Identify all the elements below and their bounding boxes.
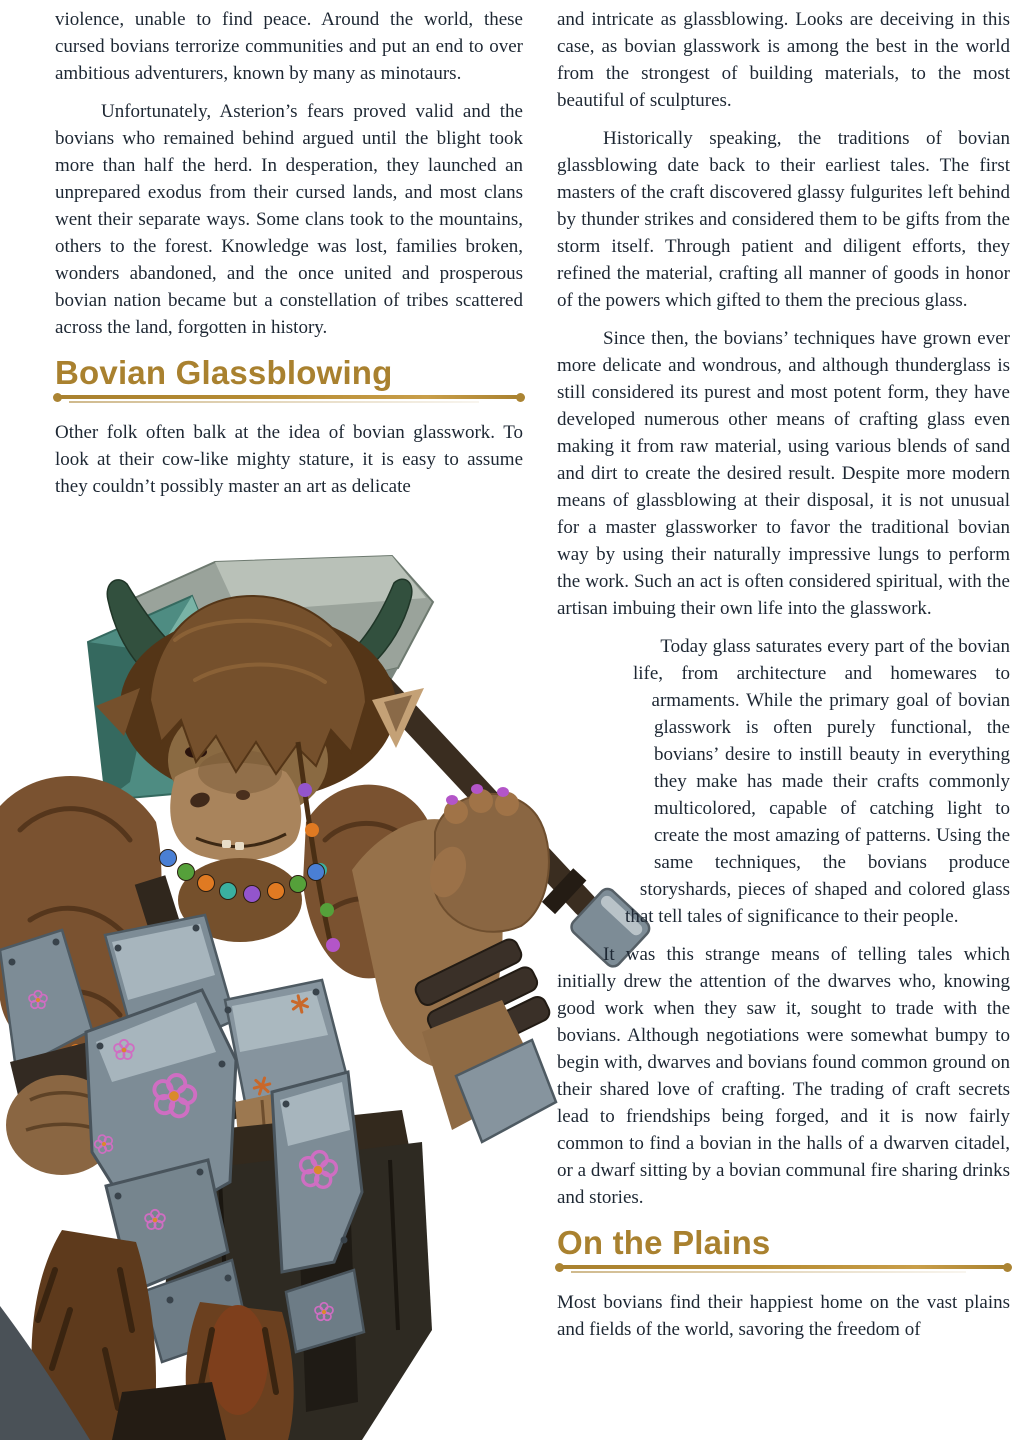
paragraph-other-folk: Other folk often balk at the idea of bovian glasswork. To look at their cow-like mighty stature, it is easy to assume they couldn’t possibly master an art as delicate xyxy=(55,422,523,497)
heading-rule xyxy=(55,395,523,404)
paragraph-today-glass-text: Today glass saturates every part of the bovian life, from architecture and homewares to armaments. While the primary goal of bovian glasswork is often purely functional, the bovians’ desire to instill beauty in everything they make has made their crafts commonly multicolored, capable of catching light to create the most amazing of patterns. Using the same techniques, the bovians produce storyshards, pieces of shaped and colored glass that tell tales of significance to their people. xyxy=(625,636,1010,927)
section-heading-bovian-glassblowing: Bovian Glassblowing xyxy=(55,354,393,391)
rule-dot-right xyxy=(1003,1263,1012,1272)
paragraph-minotaurs: violence, unable to find peace. Around the world, these cursed bovians terrorize communities and put an end to over ambitious adventurers, known by many as minotaurs. xyxy=(55,9,523,84)
right-text-column xyxy=(557,6,1010,1354)
rule-bar xyxy=(561,1265,1006,1269)
rule-dot-right xyxy=(516,393,525,402)
paragraph-plains: Most bovians find their happiest home on the vast plains and fields of the world, savoring the freedom of xyxy=(557,1292,1010,1340)
paragraph-today-glass xyxy=(557,633,1010,930)
heading-rule xyxy=(557,1265,1010,1274)
section-heading-on-the-plains: On the Plains xyxy=(557,1224,771,1261)
paragraph-telling-tales: It was this strange means of telling tales which initially drew the attention of the dwarves who, knowing good work when they saw it, sought to trade with the bovians. Although negotiations were somewhat bumpy to begin with, dwarves and bovians found common ground on their shared love of crafting. The trading of craft secrets lead to friendships being forged, and it is now fairly common to find a bovian in the halls of a dwarven citadel, or a dwarf sitting by a bovian communal fire sharing drinks and stories. xyxy=(557,944,1010,1208)
paragraph-exodus: Unfortunately, Asterion’s fears proved valid and the bovians who remained behind argued until the blight took more than half the herd. In desperation, they launched an unprepared exodus from their cursed lands, and most clans went their separate ways. Some clans took to the mountains, others to the forest. Knowledge was lost, families broken, wonders abandoned, and the once united and prosperous bovian nation became but a constellation of tribes scattered across the land, forgotten in history. xyxy=(55,101,523,338)
paragraph-since-then: Since then, the bovians’ techniques have grown ever more delicate and wondrous, and although thunderglass is still considered its purest and most potent form, they have developed numerous other means of crafting glass even making it from raw material, using various blends of sand and dirt to create the desired result. Despite more modern means of glassblowing at their disposal, it is not unusual for a master glassworker to favor the traditional bovian way by using their naturally impressive lungs to perform the work. Such an act is often considered spiritual, with the artisan imbuing their own life into the glasswork. xyxy=(557,328,1010,619)
paragraph-historically: Historically speaking, the traditions of bovian glassblowing date back to their earliest tales. The first masters of the craft discovered glassy fulgurites left behind by thunder strikes and considered them to be gifts from the storm itself. Through patient and diligent efforts, they refined the material, crafting all manner of goods in honor of the powers which gifted to them the precious glass. xyxy=(557,128,1010,311)
paragraph-intricate: and intricate as glassblowing. Looks are deceiving in this case, as bovian glasswork is among the best in the world from the strongest of building materials, to the most beautiful of sculptures. xyxy=(557,9,1010,111)
left-text-column xyxy=(55,6,523,511)
rule-bar xyxy=(59,395,519,399)
